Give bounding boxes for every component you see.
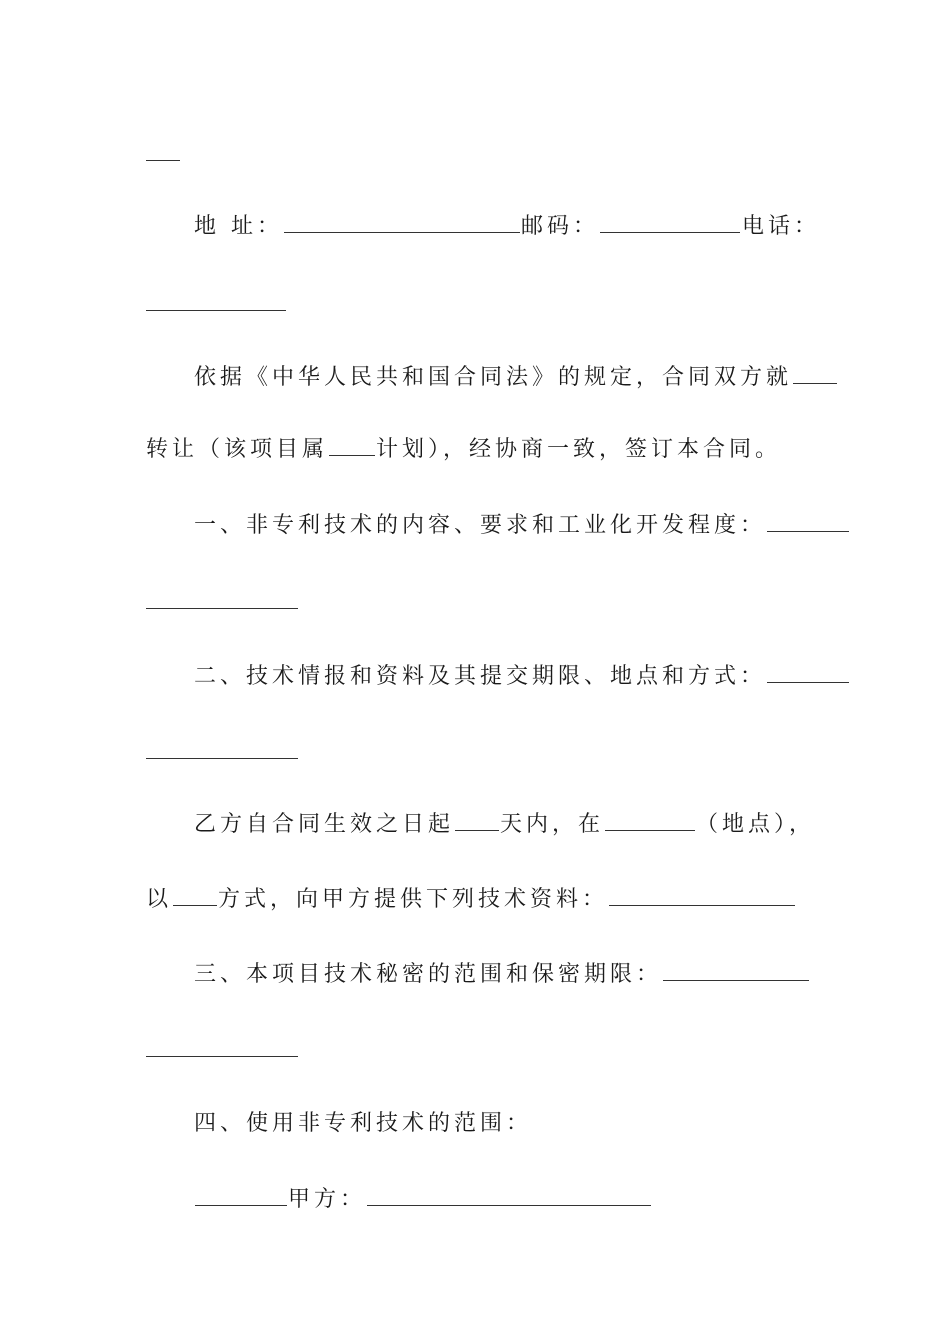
address-label: 地 址： bbox=[194, 214, 283, 239]
intro-text-1: 依据《中华人民共和国合同法》的规定，合同双方就 bbox=[194, 365, 793, 390]
address-blank[interactable] bbox=[284, 208, 520, 233]
section-3-continuation-blank[interactable] bbox=[146, 1056, 298, 1057]
party-a-prefix-blank[interactable] bbox=[195, 1181, 287, 1206]
section-3-blank[interactable] bbox=[663, 956, 809, 981]
delivery-text-2: 天内，在 bbox=[500, 812, 605, 837]
phone-blank[interactable] bbox=[146, 310, 286, 311]
section-4-label: 四、使用非专利技术的范围： bbox=[194, 1111, 533, 1136]
postcode-label: 邮码： bbox=[521, 214, 600, 239]
delivery-text-4: 以 bbox=[146, 887, 173, 912]
phone-label: 电话： bbox=[741, 214, 820, 239]
delivery-text-3: （地点）， bbox=[696, 812, 816, 837]
days-blank[interactable] bbox=[455, 806, 499, 831]
section-2-continuation-blank[interactable] bbox=[146, 758, 298, 759]
section-1-label: 一、非专利技术的内容、要求和工业化开发程度： bbox=[194, 513, 767, 538]
intro-text-2: 转让（该项目属 bbox=[146, 437, 329, 462]
postcode-blank[interactable] bbox=[600, 208, 740, 233]
section-4-line bbox=[146, 1104, 808, 1144]
address-line bbox=[146, 207, 820, 247]
section-1-continuation-blank[interactable] bbox=[146, 608, 298, 609]
party-a-name-blank[interactable] bbox=[367, 1181, 651, 1206]
project-name-blank[interactable] bbox=[793, 359, 837, 384]
materials-blank[interactable] bbox=[609, 881, 795, 906]
intro-line-2 bbox=[146, 430, 808, 470]
section-1-line bbox=[146, 506, 808, 546]
party-a-line bbox=[146, 1180, 808, 1220]
method-blank[interactable] bbox=[173, 881, 217, 906]
delivery-line-1 bbox=[146, 805, 816, 845]
section-2-blank[interactable] bbox=[767, 658, 849, 683]
section-1-blank[interactable] bbox=[767, 507, 849, 532]
delivery-text-1: 乙方自合同生效之日起 bbox=[194, 812, 455, 837]
party-a-label: 甲方： bbox=[288, 1187, 367, 1212]
location-blank[interactable] bbox=[605, 806, 695, 831]
top-blank-line bbox=[146, 160, 180, 161]
section-2-label: 二、技术情报和资料及其提交期限、地点和方式： bbox=[194, 664, 767, 689]
plan-blank[interactable] bbox=[329, 431, 375, 456]
section-3-line bbox=[146, 955, 808, 995]
intro-line-1 bbox=[146, 358, 808, 398]
delivery-text-5: 方式，向甲方提供下列技术资料： bbox=[218, 887, 609, 912]
intro-text-3: 计划），经协商一致，签订本合同。 bbox=[376, 437, 782, 462]
delivery-line-2 bbox=[146, 880, 808, 920]
section-3-label: 三、本项目技术秘密的范围和保密期限： bbox=[194, 962, 663, 987]
section-2-line bbox=[146, 657, 808, 697]
